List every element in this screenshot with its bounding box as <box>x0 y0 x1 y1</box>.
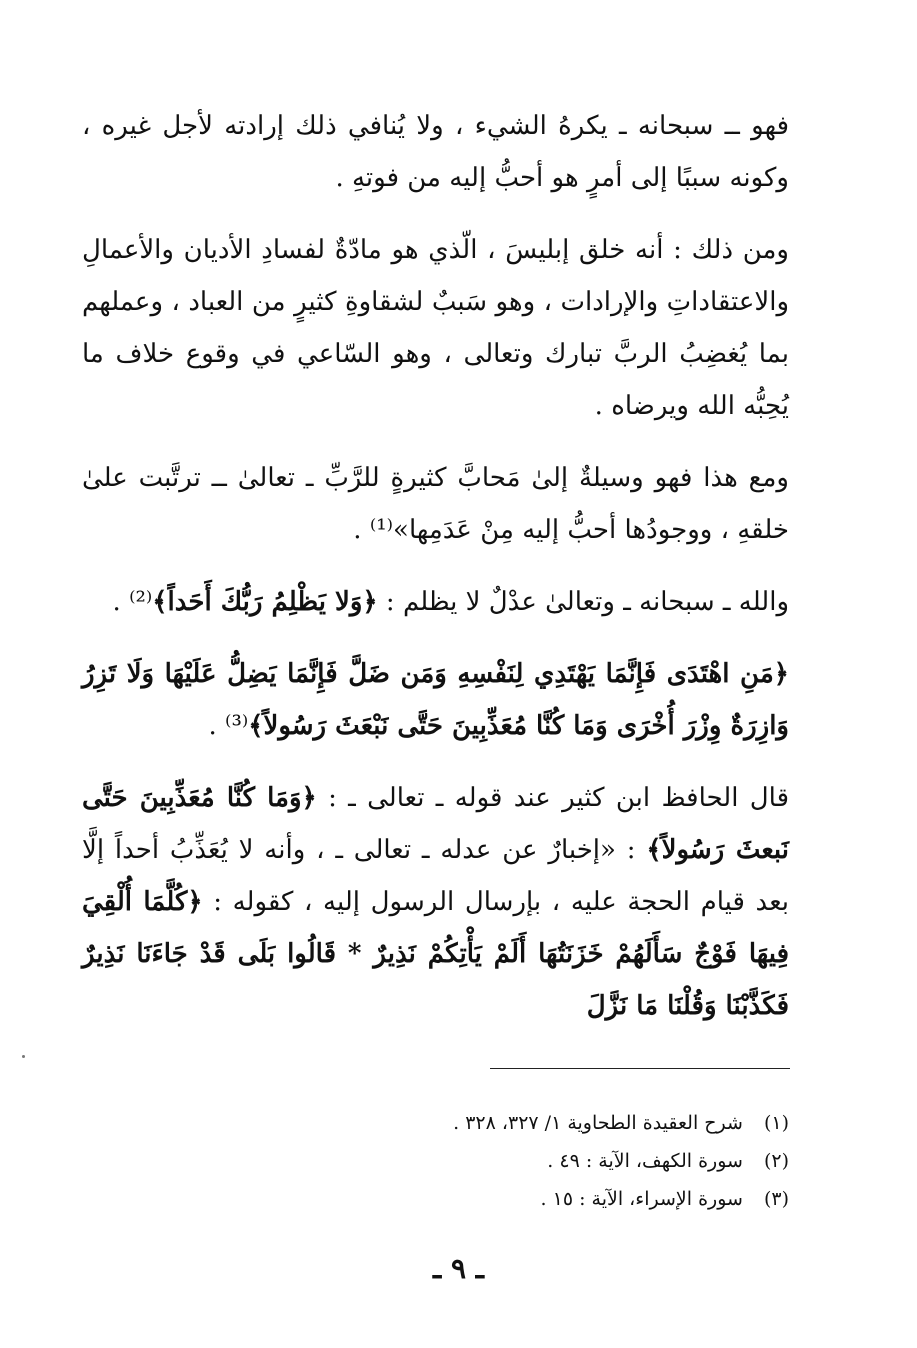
quran-verse: ﴿وَمَا كُنَّا مُعَذِّبِينَ حَتَّى نَبعثَ رَسُولاً﴾ <box>82 783 789 865</box>
footnote-ref-2: ⁽²⁾ . <box>112 587 153 617</box>
paragraph-2-text: ومن ذلك : أنه خلق إبليسَ ، الّذي هو مادّةٌ لفسادِ الأديان والأعمالِ والاعتقاداتِ والإرادات ، وهو سَببٌ لشقاوةِ كثيرٍ من العباد ، وعملهم بما يُغضِبُ الربَّ تبارك وتعالى ، وهو السّاعي في وقوع خلاف ما يُحِبُّه الله ويرضاه . <box>82 235 789 421</box>
footnote-item <box>453 1142 789 1180</box>
footnote-number: (١) <box>763 1112 789 1134</box>
paragraph-4-text: والله ـ سبحانه ـ وتعالىٰ عدْلٌ لا يظلم : <box>377 587 789 617</box>
main-text <box>82 100 789 1052</box>
paragraph-5 <box>82 648 789 752</box>
paragraph-6-text: قال الحافظ ابن كثير عند قوله ـ تعالى ـ : <box>316 783 790 813</box>
footnote-item <box>453 1104 789 1142</box>
footnote-ref-3: ⁽³⁾ . <box>208 711 249 741</box>
footnotes <box>453 1104 789 1218</box>
footnote-number: (٢) <box>763 1150 789 1172</box>
footnote-divider <box>490 1068 790 1069</box>
footnote-number: (٣) <box>763 1188 789 1210</box>
page-number: ـ ٩ ـ <box>433 1252 484 1285</box>
quran-verse-2: ﴿كُلَّمَا أُلْقِيَ فِيهَا فَوْجٌ سَأَلَهُمْ خَزَنَتُهَا أَلَمْ يَأْتِكُمْ نَذِيرٌ * قَالُوا بَلَى قَدْ جَاءَنَا نَذِيرٌ فَكَذَّبْنَا وَقُلْنَا مَا نَزَّلَ <box>82 887 789 1021</box>
quran-verse: ﴿مَنِ اهْتَدَى فَإِنَّمَا يَهْتَدِي لِنَفْسِهِ وَمَن ضَلَّ فَإِنَّمَا يَضِلُّ عَلَيْهَا وَلَا تَزِرُ وَازِرَةٌ وِزْرَ أُخْرَى وَمَا كُنَّا مُعَذِّبِينَ حَتَّى نَبْعَثَ رَسُولاً﴾ <box>82 659 789 741</box>
paragraph-6 <box>82 772 789 1032</box>
footnote-text: شرح العقيدة الطحاوية ١/ ٣٢٧، ٣٢٨ . <box>453 1112 743 1134</box>
footnote-text: سورة الكهف، الآية : ٤٩ . <box>547 1150 743 1172</box>
quran-verse: ﴿وَلا يَظْلِمُ رَبُّكَ أَحَداً﴾ <box>152 587 378 617</box>
scan-speck <box>22 1055 25 1058</box>
paragraph-3 <box>82 452 789 556</box>
footnote-text: سورة الإسراء، الآية : ١٥ . <box>540 1188 743 1210</box>
footnote-item <box>453 1180 789 1218</box>
paragraph-6-commentary: : «إخبارٌ عن عدله ـ تعالى ـ ، وأنه لا يُعَذِّبُ أحداً إلَّا بعد قيام الحجة عليه ، بإرسال الرسول إليه ، كقوله : <box>82 835 789 917</box>
paragraph-1 <box>82 100 789 204</box>
paragraph-1-text: فهو ــ سبحانه ـ يكرهُ الشيء ، ولا يُنافي ذلك إرادته لأجل غيره ، وكونه سببًا إلى أمرٍ هو أحبُّ إليه من فوتهِ . <box>82 111 789 193</box>
paragraph-2 <box>82 224 789 432</box>
paragraph-4 <box>82 576 789 628</box>
paragraph-3-text: ومع هذا فهو وسيلةٌ إلىٰ مَحابَّ كثيرةٍ للرَّبِّ ـ تعالىٰ ــ ترتَّبت علىٰ خلقهِ ، ووجودُها أحبُّ إليه مِنْ عَدَمِها»⁽¹⁾ . <box>82 463 789 545</box>
